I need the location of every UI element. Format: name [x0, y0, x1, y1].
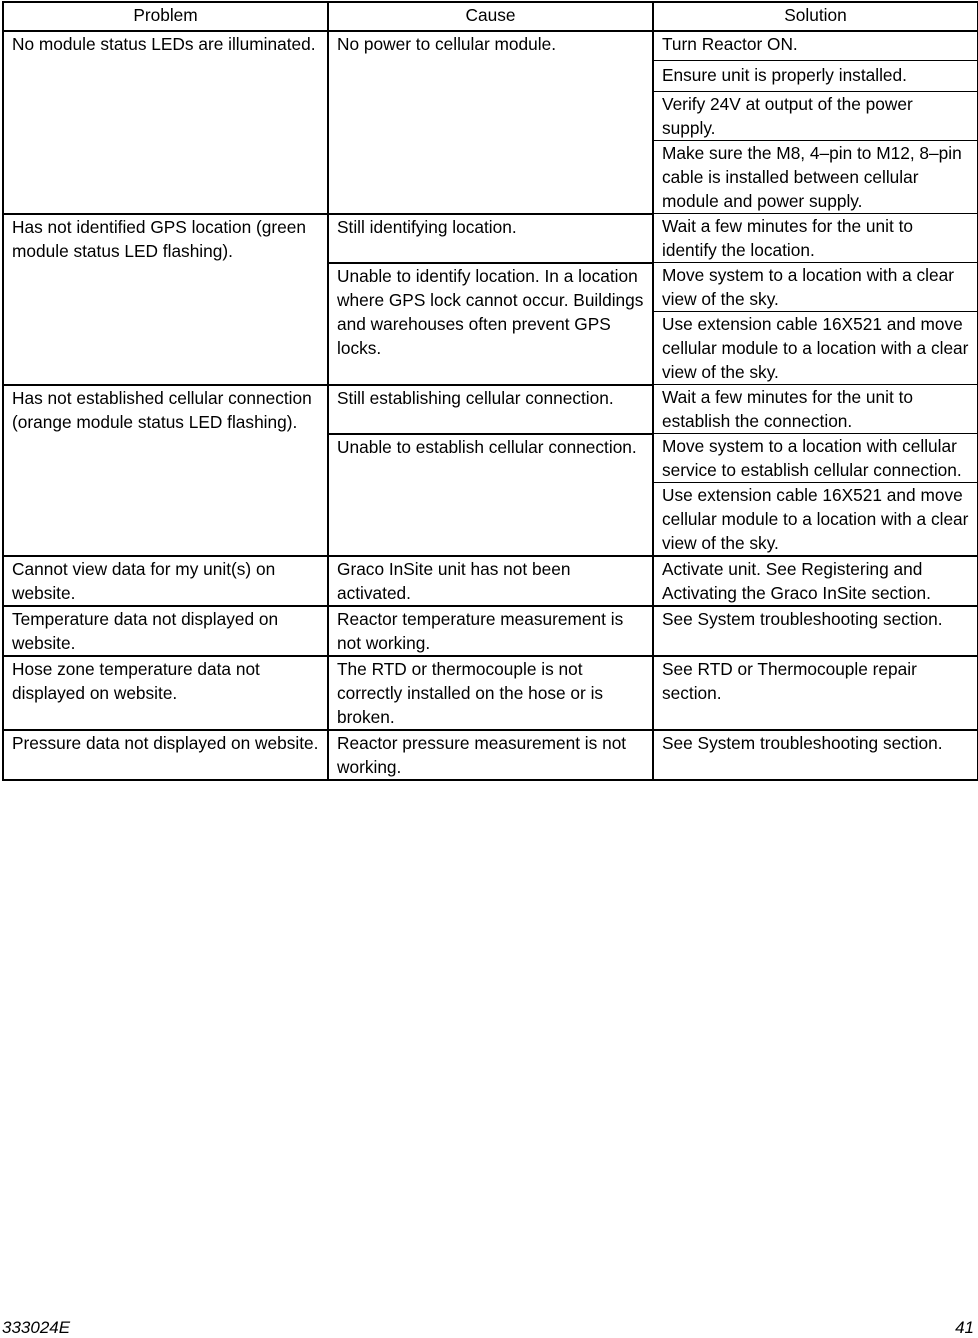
- cause-cell: No power to cellular module.: [328, 31, 653, 214]
- cause-cell: Still identifying location.: [328, 214, 653, 263]
- problem-cell: Has not established cellular connection (orange module status LED flashing).: [3, 385, 328, 557]
- problem-cell: Temperature data not displayed on website.: [3, 606, 328, 656]
- cause-cell: Still establishing cellular connection.: [328, 385, 653, 434]
- solution-cell: Activate unit. See Registering and Activating the Graco InSite section.: [653, 556, 978, 606]
- table-row: [3, 31, 978, 61]
- table-row: [3, 606, 978, 656]
- problem-cell: No module status LEDs are illuminated.: [3, 31, 328, 214]
- solution-cell: Use extension cable 16X521 and move cellular module to a location with a clear view of the sky.: [653, 483, 978, 557]
- solution-cell: Ensure unit is properly installed.: [653, 61, 978, 92]
- cause-cell: Reactor pressure measurement is not working.: [328, 730, 653, 780]
- table-row: [3, 556, 978, 606]
- solution-cell: Make sure the M8, 4–pin to M12, 8–pin cable is installed between cellular module and power supply.: [653, 141, 978, 214]
- header-cause: Cause: [328, 2, 653, 31]
- problem-cell: Hose zone temperature data not displayed on website.: [3, 656, 328, 730]
- solution-cell: Move system to a location with cellular service to establish cellular connection.: [653, 434, 978, 483]
- cause-cell: Unable to identify location. In a location where GPS lock cannot occur. Buildings and warehouses often prevent GPS locks.: [328, 263, 653, 385]
- problem-cell: Pressure data not displayed on website.: [3, 730, 328, 780]
- table-row: [3, 385, 978, 434]
- page-number: 41: [955, 1318, 974, 1337]
- problem-cell: Cannot view data for my unit(s) on website.: [3, 556, 328, 606]
- solution-cell: Wait a few minutes for the unit to establish the connection.: [653, 385, 978, 434]
- cause-cell: The RTD or thermocouple is not correctly installed on the hose or is broken.: [328, 656, 653, 730]
- document-number: 333024E: [2, 1318, 71, 1337]
- solution-cell: Verify 24V at output of the power supply.: [653, 92, 978, 141]
- cause-cell: Graco InSite unit has not been activated.: [328, 556, 653, 606]
- solution-cell: See System troubleshooting section.: [653, 730, 978, 780]
- table-row: [3, 730, 978, 780]
- solution-cell: Turn Reactor ON.: [653, 31, 978, 61]
- solution-cell: Use extension cable 16X521 and move cellular module to a location with a clear view of the sky.: [653, 312, 978, 385]
- solution-cell: See RTD or Thermocouple repair section.: [653, 656, 978, 730]
- troubleshooting-table: [2, 1, 978, 781]
- solution-cell: Move system to a location with a clear view of the sky.: [653, 263, 978, 312]
- header-problem: Problem: [3, 2, 328, 31]
- cause-cell: Reactor temperature measurement is not working.: [328, 606, 653, 656]
- header-solution: Solution: [653, 2, 978, 31]
- table-row: [3, 656, 978, 730]
- table-row: [3, 214, 978, 263]
- problem-cell: Has not identified GPS location (green module status LED flashing).: [3, 214, 328, 385]
- solution-cell: Wait a few minutes for the unit to identify the location.: [653, 214, 978, 263]
- table-header-row: [3, 2, 978, 31]
- solution-cell: See System troubleshooting section.: [653, 606, 978, 656]
- cause-cell: Unable to establish cellular connection.: [328, 434, 653, 557]
